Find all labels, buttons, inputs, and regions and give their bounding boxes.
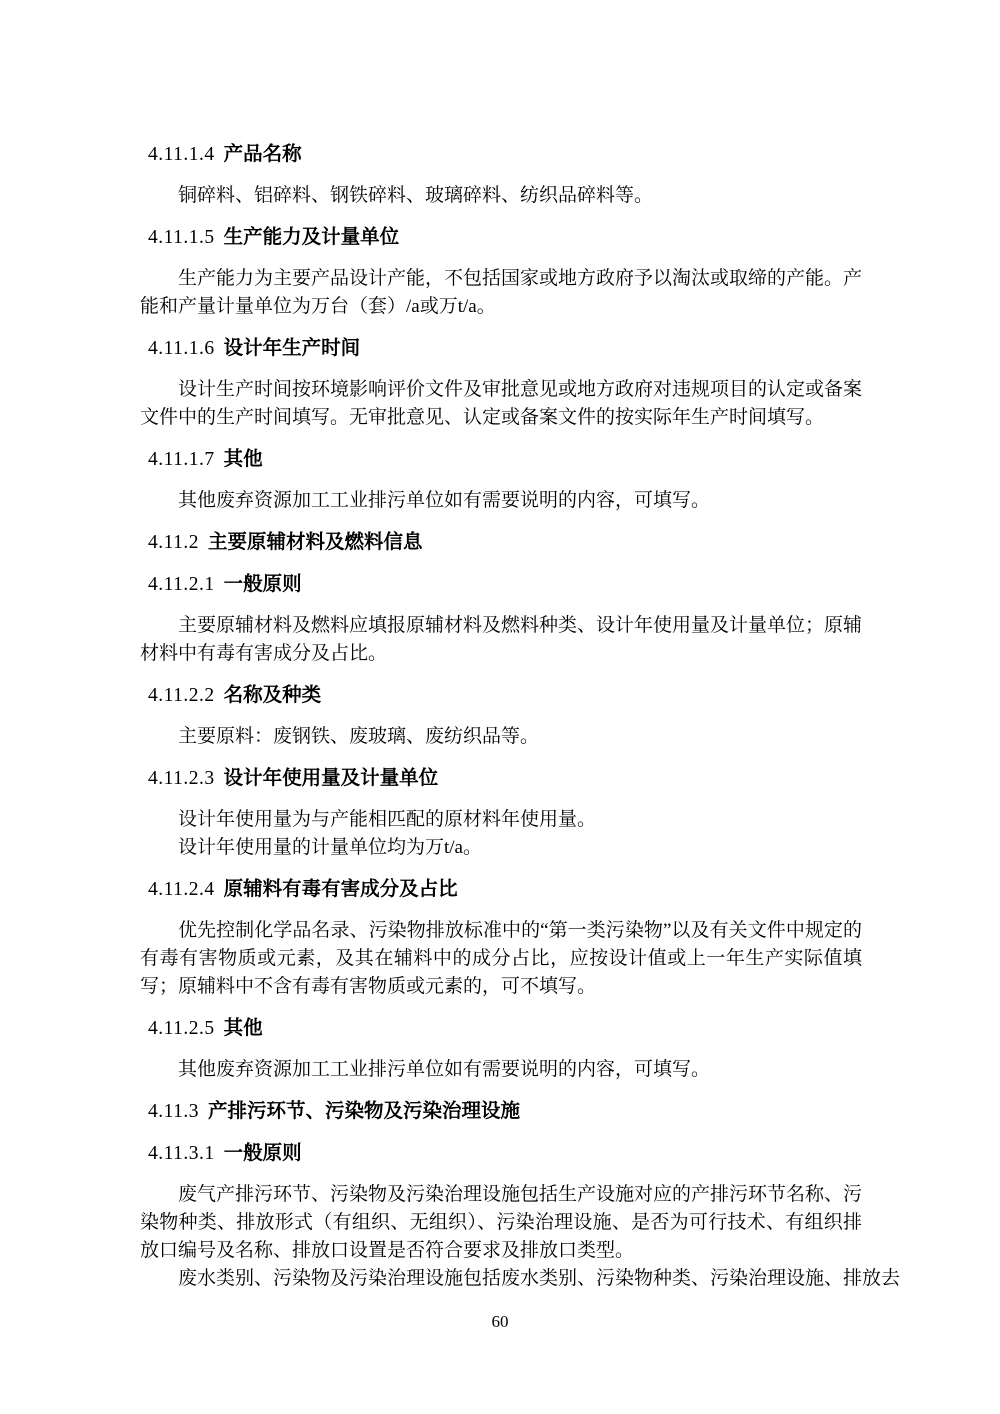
section-title: 名称及种类 — [223, 684, 322, 706]
section-number: 4.11.2.3 — [148, 768, 215, 789]
section-number: 4.11.1.5 — [148, 227, 215, 248]
section-title: 生产能力及计量单位 — [223, 226, 400, 248]
section-number: 4.11.2.1 — [148, 574, 215, 595]
section-title: 其他 — [223, 448, 263, 470]
section-heading — [140, 528, 862, 557]
body-paragraph: 设计年使用量的计量单位均为万t/a。 — [178, 837, 482, 858]
section-title: 产排污环节、污染物及污染治理设施 — [208, 1100, 521, 1122]
section-heading — [140, 764, 862, 793]
page-content — [140, 127, 901, 1293]
body-paragraph: 废水类别、污染物及污染治理设施包括废水类别、污染物种类、污染治理设施、排放去 — [178, 1268, 901, 1289]
section-number: 4.11.3 — [148, 1101, 200, 1122]
section-number: 4.11.2.5 — [148, 1018, 215, 1039]
body-paragraph: 废气产排污环节、污染物及污染治理设施包括生产设施对应的产排污环节名称、污染物种类、排放形式（有组织、无组织）、污染治理设施、是否为可行技术、有组织排放口编号及名称、排放口设置是否符合要求及排放口类型。 — [140, 1184, 863, 1261]
section-number: 4.11.1.4 — [148, 144, 215, 165]
section-title: 原辅料有毒有害成分及占比 — [223, 878, 458, 900]
body-paragraph: 生产能力为主要产品设计产能，不包括国家或地方政府予以淘汰或取缔的产能。产能和产量计量单位为万台（套）/a或万t/a。 — [140, 268, 863, 317]
section-heading — [140, 334, 862, 363]
body-paragraph: 设计年使用量为与产能相匹配的原材料年使用量。 — [178, 809, 597, 830]
body-paragraph: 其他废弃资源加工工业排污单位如有需要说明的内容，可填写。 — [178, 1059, 711, 1080]
section-heading — [140, 570, 862, 599]
section-heading — [140, 875, 862, 904]
body-paragraph: 铜碎料、铝碎料、钢铁碎料、玻璃碎料、纺织品碎料等。 — [178, 185, 654, 206]
section-title: 产品名称 — [223, 143, 302, 165]
body-paragraph: 设计生产时间按环境影响评价文件及审批意见或地方政府对违规项目的认定或备案文件中的生产时间填写。无审批意见、认定或备案文件的按实际年生产时间填写。 — [140, 379, 863, 428]
section-heading — [140, 140, 862, 169]
section-heading — [140, 1014, 862, 1043]
body-paragraph: 优先控制化学品名录、污染物排放标准中的“第一类污染物”以及有关文件中规定的有毒有害物质或元素，及其在辅料中的成分占比，应按设计值或上一年生产实际值填写；原辅料中不含有毒有害物质或元素的，可不填写。 — [140, 920, 862, 997]
body-paragraph: 主要原辅材料及燃料应填报原辅材料及燃料种类、设计年使用量及计量单位；原辅材料中有毒有害成分及占比。 — [140, 615, 863, 664]
body-paragraph: 其他废弃资源加工工业排污单位如有需要说明的内容，可填写。 — [178, 490, 711, 511]
section-title: 其他 — [223, 1017, 263, 1039]
section-heading — [140, 681, 862, 710]
section-heading — [140, 223, 862, 252]
section-title: 一般原则 — [223, 573, 302, 595]
section-number: 4.11.2 — [148, 532, 200, 553]
section-number: 4.11.2.2 — [148, 685, 215, 706]
section-title: 设计年使用量及计量单位 — [223, 767, 439, 789]
section-heading — [140, 1139, 862, 1168]
section-number: 4.11.3.1 — [148, 1143, 215, 1164]
section-title: 设计年生产时间 — [223, 337, 361, 359]
body-paragraph: 主要原料：废钢铁、废玻璃、废纺织品等。 — [178, 726, 540, 747]
section-heading — [140, 1097, 862, 1126]
section-number: 4.11.1.6 — [148, 338, 215, 359]
section-title: 主要原辅材料及燃料信息 — [208, 531, 423, 553]
page-number: 60 — [491, 1312, 509, 1331]
section-heading — [140, 445, 862, 474]
section-number: 4.11.1.7 — [148, 449, 215, 470]
section-title: 一般原则 — [223, 1142, 302, 1164]
section-number: 4.11.2.4 — [148, 879, 215, 900]
